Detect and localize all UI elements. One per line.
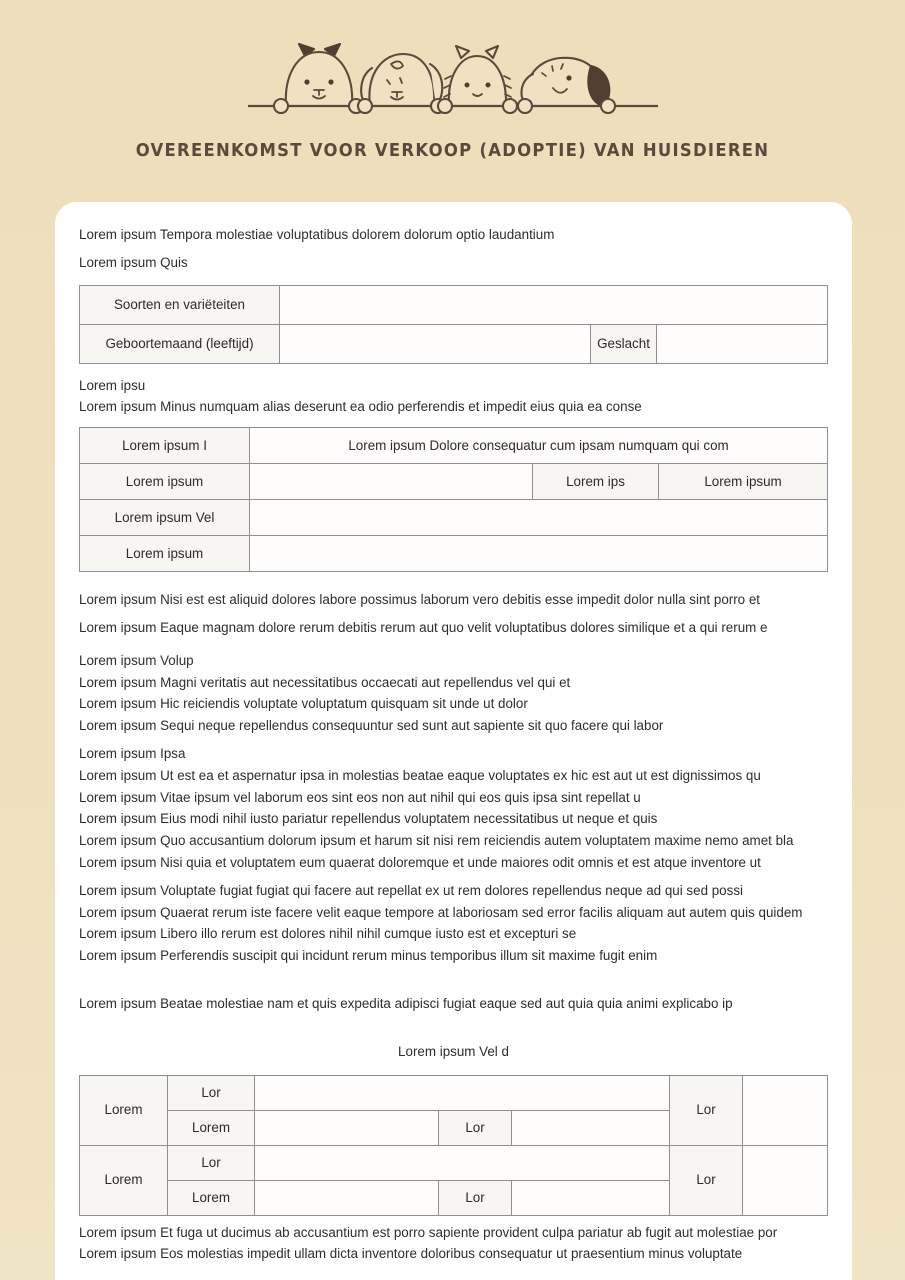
table-row	[80, 324, 828, 363]
dog-spotted-head-icon	[521, 58, 609, 106]
cell-r1-label: Lorem ipsum I	[80, 428, 250, 464]
cell-r2-a: Lorem ips	[533, 464, 659, 500]
para-d-line-4: Lorem ipsum Perferendis suscipit qui incidunt rerum minus temporibus illum sit maxime fugit enim	[79, 948, 658, 964]
table-row	[80, 500, 828, 536]
para-d-line-1: Lorem ipsum Voluptate fugiat fugiat qui facere aut repellat ex ut rem dolores repellendus neque ad qui sed possi	[79, 882, 743, 898]
cell-r3-label: Lorem ipsum Vel	[80, 500, 250, 536]
intro-line-2: Lorem ipsum Quis	[79, 254, 188, 270]
para-a-line-1: Lorem ipsum Nisi est est aliquid dolores labore possimus laborum vero debitis esse impedit dolor nulla sint porro et	[79, 592, 761, 608]
para-c-line-6: Lorem ipsum Nisi quia et voluptatem eum quaerat doloremque et unde maiores odit omnis et est atque inventore ut	[79, 854, 761, 870]
cell-species-value[interactable]	[280, 285, 828, 324]
document-body	[79, 224, 828, 1265]
cell-r1-header: Lorem ipsum Dolore consequatur cum ipsam numquam qui com	[250, 428, 828, 464]
para-c-line-5: Lorem ipsum Quo accusantium dolorum ipsum et harum sit nisi rem reiciendis autem voluptatem maxime nemo amet bla	[79, 833, 794, 849]
para-b-line-4: Lorem ipsum Sequi neque repellendus consequuntur sed sunt aut sapiente sit quo facere qui labor	[79, 718, 664, 734]
footer-line-2: Lorem ipsum Eos molestias impedit ullam dicta inventore doloribus consequatur ut praesentium minus voluptate	[79, 1246, 743, 1262]
cell-b1-right-label: Lor	[670, 1075, 743, 1145]
cell-b2-blank-b[interactable]	[512, 1180, 670, 1215]
cell-gender-value[interactable]	[657, 324, 828, 363]
footer-line-1: Lorem ipsum Et fuga ut ducimus ab accusantium est porro sapiente provident culpa pariatur ab fugit aut molestiae por	[79, 1224, 778, 1240]
cell-r2-blank[interactable]	[250, 464, 533, 500]
mid-line-1: Lorem ipsu	[79, 377, 146, 393]
cell-b1-blank-a[interactable]	[255, 1110, 439, 1145]
seller-details-table	[79, 427, 828, 572]
para-c-line-1: Lorem ipsum Ipsa	[79, 745, 186, 761]
intro-line-1: Lorem ipsum Tempora molestiae voluptatibus dolorem dolorum optio laudantium	[79, 227, 555, 242]
cell-b2-top-blank[interactable]	[255, 1145, 670, 1180]
para-c-line-2: Lorem ipsum Ut est ea et aspernatur ipsa in molestias beatae eaque voluptates ex hic est aut ut est dignissimos qu	[79, 767, 761, 783]
table-row	[80, 464, 828, 500]
cell-gender-label: Geslacht	[591, 324, 657, 363]
cell-b1-blank-b[interactable]	[512, 1110, 670, 1145]
pet-details-table	[79, 285, 828, 364]
table-row	[80, 1075, 828, 1110]
table-row	[80, 536, 828, 572]
cell-b2-mid: Lor	[439, 1180, 512, 1215]
cell-b2-sub-top: Lor	[168, 1145, 255, 1180]
para-b-line-2: Lorem ipsum Magni veritatis aut necessitatibus occaecati aut repellendus vel qui et	[79, 674, 571, 690]
table-row	[80, 1145, 828, 1180]
cell-b2-right-label: Lor	[670, 1145, 743, 1215]
dog-floppy-ear-head-icon	[361, 54, 442, 106]
document-card	[55, 202, 852, 1280]
cell-b2-sub-bottom: Lorem	[168, 1180, 255, 1215]
pet-heads-svg	[248, 38, 658, 118]
cell-r2-label: Lorem ipsum	[80, 464, 250, 500]
cell-b1-sub-top: Lor	[168, 1075, 255, 1110]
para-d-line-3: Lorem ipsum Libero illo rerum est dolores nihil nihil cumque iusto est et excepturi se	[79, 926, 577, 942]
cell-r2-b: Lorem ipsum	[659, 464, 828, 500]
cell-r4-label: Lorem ipsum	[80, 536, 250, 572]
cell-r4-blank[interactable]	[250, 536, 828, 572]
pet-illustration-row	[248, 38, 658, 123]
cell-r3-blank[interactable]	[250, 500, 828, 536]
para-b-line-1: Lorem ipsum Volup	[79, 652, 194, 668]
table-row	[80, 285, 828, 324]
para-d-line-2: Lorem ipsum Quaerat rerum iste facere velit eaque tempore at laboriosam sed error facilis aliquam aut autem quis quidem	[79, 904, 803, 920]
cat-striped-head-icon	[444, 46, 511, 106]
document-header	[0, 0, 905, 202]
cell-b1-mid: Lor	[439, 1110, 512, 1145]
signature-table	[79, 1075, 828, 1216]
cell-b2-blank-a[interactable]	[255, 1180, 439, 1215]
para-a-line-2: Lorem ipsum Eaque magnam dolore rerum debitis rerum aut quo velit voluptatibus dolores similique et a qui rerum e	[79, 619, 768, 635]
para-b-line-3: Lorem ipsum Hic reiciendis voluptate voluptatum quisquam sit unde ut dolor	[79, 696, 528, 712]
cat-head-icon	[285, 44, 351, 106]
cell-b2-group-label: Lorem	[80, 1145, 168, 1215]
mid-line-2: Lorem ipsum Minus numquam alias deserunt ea odio perferendis et impedit eius quia ea conse	[79, 399, 642, 415]
cell-b2-far-right[interactable]	[743, 1145, 828, 1215]
cell-b1-far-right[interactable]	[743, 1075, 828, 1145]
cell-species-label: Soorten en variëteiten	[80, 285, 280, 324]
para-e-line-1: Lorem ipsum Beatae molestiae nam et quis expedita adipisci fugiat eaque sed aut quia quia animi explicabo ip	[79, 995, 733, 1011]
cell-b1-sub-bottom: Lorem	[168, 1110, 255, 1145]
cell-b1-group-label: Lorem	[80, 1075, 168, 1145]
para-c-line-3: Lorem ipsum Vitae ipsum vel laborum eos sint eos non aut nihil qui eos quis ipsa sint repellat u	[79, 789, 641, 805]
para-c-line-4: Lorem ipsum Eius modi nihil iusto pariatur repellendus voluptatem necessitatibus ut neque et quis	[79, 811, 658, 827]
page-title: OVEREENKOMST VOOR VERKOOP (ADOPTIE) VAN HUISDIEREN	[135, 141, 770, 161]
cell-b1-top-blank[interactable]	[255, 1075, 670, 1110]
table-row	[80, 428, 828, 464]
cell-birthmonth-label: Geboortemaand (leeftijd)	[80, 324, 280, 363]
table3-caption: Lorem ipsum Vel d	[398, 1043, 509, 1059]
cell-birthmonth-value[interactable]	[280, 324, 591, 363]
